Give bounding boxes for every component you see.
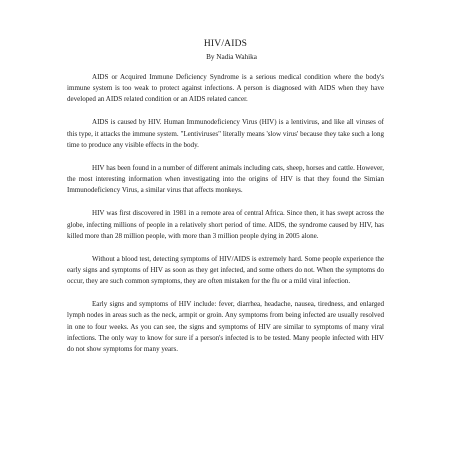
paragraph-1: AIDS or Acquired Immune Deficiency Syndrome is a serious medical condition where the body's immune system is too weak to protect against infections. A person is diagnosed with AIDS when they have developed an AIDS related condition or an AIDS related cancer. <box>67 73 384 104</box>
paragraph-5: Without a blood test, detecting symptoms of HIV/AIDS is extremely hard. Some people experience the early signs and symptoms of HIV as soon as they get infected, and some others do not. When the symptoms do occur, they are such common symptoms, they are often mistaken for the flu or a mild viral infection. <box>67 254 384 286</box>
document-page <box>67 38 384 355</box>
paragraph-4: HIV was first discovered in 1981 in a remote area of central Africa. Since then, it has swept across the globe, infecting millions of people in a relatively short period of time. AIDS, the syndrome caused by HIV, has killed more than 28 million people, with more than 3 million people dying in 2005 alone. <box>67 209 384 240</box>
document-title: HIV/AIDS <box>203 39 248 49</box>
paragraph-2: AIDS is caused by HIV. Human Immunodeficiency Virus (HIV) is a lentivirus, and like all viruses of this type, it attacks the immune system. "Lentiviruses" literally means 'slow virus' because they take such a long time to produce any visible effects in the body. <box>67 118 384 149</box>
document-author: By Nadia Wahika <box>206 53 257 61</box>
paragraph-3: HIV has been found in a number of different animals including cats, sheep, horses and cattle. However, the most interesting information when investigating into the origins of HIV is that they found the Simian Immunodeficiency Virus, a similar virus that affects monkeys. <box>67 163 384 195</box>
paragraph-6: Early signs and symptoms of HIV include: fever, diarrhea, headache, nausea, tiredness, and enlarged lymph nodes in areas such as the neck, armpit or groin. Any symptoms from being infected are usually resolved in one to four weeks. As you can see, the signs and symptoms of HIV are similar to symptoms of many viral infections. The only way to know for sure if a person's infected is to be tested. Many people infected with HIV do not show symptoms for many years. <box>67 300 384 353</box>
